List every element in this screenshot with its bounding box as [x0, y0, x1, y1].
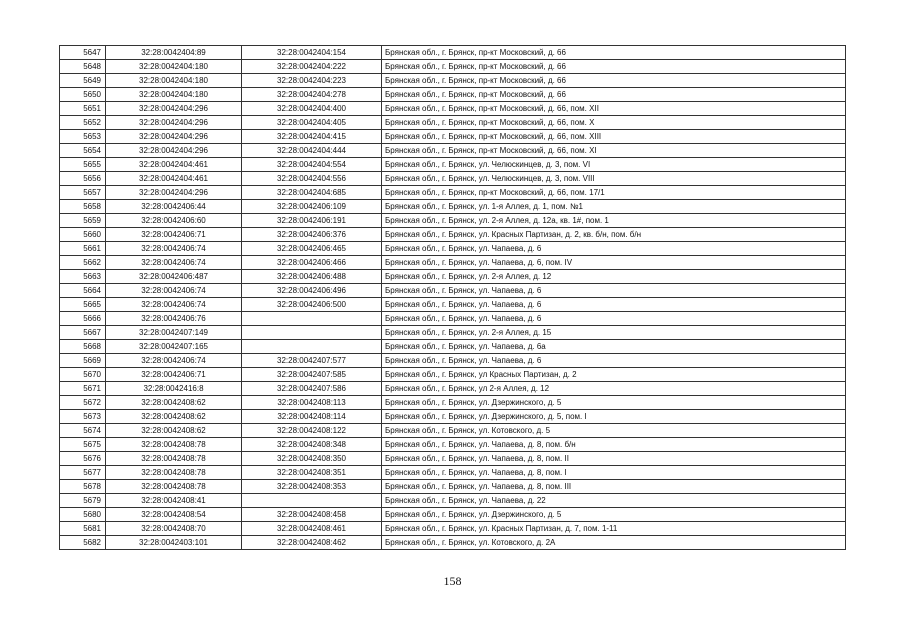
cadastral-number-cell: 32:28:0042404:180: [106, 88, 242, 102]
row-number-cell: 5648: [60, 60, 106, 74]
linked-cadastral-number-cell: 32:28:0042407:585: [242, 368, 382, 382]
cadastral-number-cell: 32:28:0042406:74: [106, 298, 242, 312]
table-row: [60, 354, 846, 368]
table-row: [60, 46, 846, 60]
row-number-cell: 5660: [60, 228, 106, 242]
linked-cadastral-number-cell: 32:28:0042404:685: [242, 186, 382, 200]
linked-cadastral-number-cell: 32:28:0042408:348: [242, 438, 382, 452]
cadastral-number-cell: 32:28:0042404:89: [106, 46, 242, 60]
cadastral-number-cell: 32:28:0042408:54: [106, 508, 242, 522]
address-cell: Брянская обл., г. Брянск, ул. Челюскинцев, д. 3, пом. VIII: [382, 172, 846, 186]
address-cell: Брянская обл., г. Брянск, ул. Чапаева, д. 6: [382, 354, 846, 368]
address-cell: Брянская обл., г. Брянск, ул. Дзержинского, д. 5: [382, 508, 846, 522]
cadastral-number-cell: 32:28:0042404:180: [106, 74, 242, 88]
row-number-cell: 5681: [60, 522, 106, 536]
linked-cadastral-number-cell: [242, 326, 382, 340]
row-number-cell: 5667: [60, 326, 106, 340]
table-row: [60, 102, 846, 116]
row-number-cell: 5669: [60, 354, 106, 368]
cadastral-number-cell: 32:28:0042403:101: [106, 536, 242, 550]
linked-cadastral-number-cell: 32:28:0042406:376: [242, 228, 382, 242]
cadastral-number-cell: 32:28:0042404:461: [106, 158, 242, 172]
linked-cadastral-number-cell: 32:28:0042408:350: [242, 452, 382, 466]
linked-cadastral-number-cell: 32:28:0042408:114: [242, 410, 382, 424]
table-row: [60, 214, 846, 228]
address-cell: Брянская обл., г. Брянск, ул. Чапаева, д. 8, пом. II: [382, 452, 846, 466]
row-number-cell: 5661: [60, 242, 106, 256]
row-number-cell: 5677: [60, 466, 106, 480]
linked-cadastral-number-cell: 32:28:0042408:461: [242, 522, 382, 536]
linked-cadastral-number-cell: 32:28:0042404:154: [242, 46, 382, 60]
address-cell: Брянская обл., г. Брянск, пр-кт Московский, д. 66: [382, 60, 846, 74]
table-row: [60, 284, 846, 298]
table-row: [60, 144, 846, 158]
address-cell: Брянская обл., г. Брянск, ул. Чапаева, д. 8, пом. б/н: [382, 438, 846, 452]
table-row: [60, 172, 846, 186]
address-cell: Брянская обл., г. Брянск, ул. 2-я Аллея, д. 12а, кв. 1#, пом. 1: [382, 214, 846, 228]
row-number-cell: 5679: [60, 494, 106, 508]
registry-table: [59, 45, 846, 550]
row-number-cell: 5675: [60, 438, 106, 452]
cadastral-number-cell: 32:28:0042404:296: [106, 116, 242, 130]
linked-cadastral-number-cell: [242, 494, 382, 508]
table-row: [60, 186, 846, 200]
table-row: [60, 480, 846, 494]
cadastral-number-cell: 32:28:0042408:78: [106, 452, 242, 466]
address-cell: Брянская обл., г. Брянск, ул. Чапаева, д. 6: [382, 298, 846, 312]
row-number-cell: 5671: [60, 382, 106, 396]
table-row: [60, 536, 846, 550]
address-cell: Брянская обл., г. Брянск, пр-кт Московский, д. 66, пом. X: [382, 116, 846, 130]
row-number-cell: 5663: [60, 270, 106, 284]
linked-cadastral-number-cell: 32:28:0042406:191: [242, 214, 382, 228]
table-row: [60, 522, 846, 536]
cadastral-number-cell: 32:28:0042404:296: [106, 186, 242, 200]
cadastral-number-cell: 32:28:0042406:487: [106, 270, 242, 284]
linked-cadastral-number-cell: 32:28:0042408:113: [242, 396, 382, 410]
address-cell: Брянская обл., г. Брянск, ул. Чапаева, д. 6: [382, 312, 846, 326]
linked-cadastral-number-cell: 32:28:0042404:223: [242, 74, 382, 88]
row-number-cell: 5665: [60, 298, 106, 312]
address-cell: Брянская обл., г. Брянск, пр-кт Московский, д. 66: [382, 46, 846, 60]
cadastral-number-cell: 32:28:0042408:62: [106, 396, 242, 410]
row-number-cell: 5657: [60, 186, 106, 200]
cadastral-number-cell: 32:28:0042408:70: [106, 522, 242, 536]
table-row: [60, 74, 846, 88]
cadastral-number-cell: 32:28:0042408:62: [106, 424, 242, 438]
row-number-cell: 5654: [60, 144, 106, 158]
address-cell: Брянская обл., г. Брянск, ул. Дзержинского, д. 5, пом. I: [382, 410, 846, 424]
linked-cadastral-number-cell: 32:28:0042404:556: [242, 172, 382, 186]
cadastral-number-cell: 32:28:0042407:165: [106, 340, 242, 354]
cadastral-number-cell: 32:28:0042406:74: [106, 242, 242, 256]
cadastral-number-cell: 32:28:0042404:180: [106, 60, 242, 74]
row-number-cell: 5649: [60, 74, 106, 88]
row-number-cell: 5656: [60, 172, 106, 186]
address-cell: Брянская обл., г. Брянск, ул. Чапаева, д. 22: [382, 494, 846, 508]
address-cell: Брянская обл., г. Брянск, ул. Челюскинцев, д. 3, пом. VI: [382, 158, 846, 172]
cadastral-number-cell: 32:28:0042408:78: [106, 466, 242, 480]
cadastral-number-cell: 32:28:0042404:461: [106, 172, 242, 186]
cadastral-number-cell: 32:28:0042406:60: [106, 214, 242, 228]
address-cell: Брянская обл., г. Брянск, пр-кт Московский, д. 66, пом. XII: [382, 102, 846, 116]
row-number-cell: 5658: [60, 200, 106, 214]
cadastral-number-cell: 32:28:0042406:74: [106, 284, 242, 298]
address-cell: Брянская обл., г. Брянск, ул. 2-я Аллея, д. 15: [382, 326, 846, 340]
table-row: [60, 270, 846, 284]
cadastral-number-cell: 32:28:0042404:296: [106, 130, 242, 144]
row-number-cell: 5655: [60, 158, 106, 172]
cadastral-number-cell: 32:28:0042406:76: [106, 312, 242, 326]
address-cell: Брянская обл., г. Брянск, пр-кт Московский, д. 66, пом. XIII: [382, 130, 846, 144]
address-cell: Брянская обл., г. Брянск, ул. Чапаева, д. 6: [382, 284, 846, 298]
row-number-cell: 5668: [60, 340, 106, 354]
linked-cadastral-number-cell: 32:28:0042404:554: [242, 158, 382, 172]
address-cell: Брянская обл., г. Брянск, ул. Котовского, д. 5: [382, 424, 846, 438]
linked-cadastral-number-cell: 32:28:0042408:351: [242, 466, 382, 480]
registry-table-body: [60, 46, 846, 550]
table-row: [60, 256, 846, 270]
address-cell: Брянская обл., г. Брянск, ул. Чапаева, д. 8, пом. III: [382, 480, 846, 494]
cadastral-number-cell: 32:28:0042406:44: [106, 200, 242, 214]
address-cell: Брянская обл., г. Брянск, пр-кт Московский, д. 66: [382, 74, 846, 88]
cadastral-number-cell: 32:28:0042408:78: [106, 480, 242, 494]
table-row: [60, 158, 846, 172]
table-row: [60, 424, 846, 438]
cadastral-number-cell: 32:28:0042407:149: [106, 326, 242, 340]
table-row: [60, 340, 846, 354]
row-number-cell: 5650: [60, 88, 106, 102]
page-number: 158: [443, 574, 462, 588]
row-number-cell: 5670: [60, 368, 106, 382]
row-number-cell: 5672: [60, 396, 106, 410]
linked-cadastral-number-cell: 32:28:0042406:466: [242, 256, 382, 270]
row-number-cell: 5652: [60, 116, 106, 130]
address-cell: Брянская обл., г. Брянск, ул. Дзержинского, д. 5: [382, 396, 846, 410]
table-row: [60, 200, 846, 214]
table-row: [60, 60, 846, 74]
address-cell: Брянская обл., г. Брянск, пр-кт Московский, д. 66: [382, 88, 846, 102]
address-cell: Брянская обл., г. Брянск, ул. Чапаева, д. 8, пом. I: [382, 466, 846, 480]
table-row: [60, 298, 846, 312]
table-row: [60, 452, 846, 466]
linked-cadastral-number-cell: 32:28:0042406:465: [242, 242, 382, 256]
row-number-cell: 5647: [60, 46, 106, 60]
linked-cadastral-number-cell: 32:28:0042408:122: [242, 424, 382, 438]
address-cell: Брянская обл., г. Брянск, ул. Чапаева, д. 6: [382, 242, 846, 256]
linked-cadastral-number-cell: 32:28:0042408:462: [242, 536, 382, 550]
table-row: [60, 130, 846, 144]
table-row: [60, 88, 846, 102]
row-number-cell: 5676: [60, 452, 106, 466]
row-number-cell: 5659: [60, 214, 106, 228]
row-number-cell: 5674: [60, 424, 106, 438]
linked-cadastral-number-cell: 32:28:0042406:500: [242, 298, 382, 312]
table-row: [60, 326, 846, 340]
address-cell: Брянская обл., г. Брянск, ул 2-я Аллея, д. 12: [382, 382, 846, 396]
linked-cadastral-number-cell: 32:28:0042404:405: [242, 116, 382, 130]
cadastral-number-cell: 32:28:0042406:74: [106, 256, 242, 270]
table-row: [60, 410, 846, 424]
linked-cadastral-number-cell: 32:28:0042408:458: [242, 508, 382, 522]
linked-cadastral-number-cell: 32:28:0042406:488: [242, 270, 382, 284]
linked-cadastral-number-cell: 32:28:0042408:353: [242, 480, 382, 494]
address-cell: Брянская обл., г. Брянск, ул. Котовского, д. 2А: [382, 536, 846, 550]
linked-cadastral-number-cell: 32:28:0042404:278: [242, 88, 382, 102]
table-row: [60, 494, 846, 508]
table-row: [60, 116, 846, 130]
row-number-cell: 5651: [60, 102, 106, 116]
row-number-cell: 5678: [60, 480, 106, 494]
address-cell: Брянская обл., г. Брянск, ул. 2-я Аллея, д. 12: [382, 270, 846, 284]
cadastral-number-cell: 32:28:0042416:8: [106, 382, 242, 396]
linked-cadastral-number-cell: 32:28:0042404:444: [242, 144, 382, 158]
row-number-cell: 5664: [60, 284, 106, 298]
cadastral-number-cell: 32:28:0042408:62: [106, 410, 242, 424]
cadastral-number-cell: 32:28:0042406:71: [106, 368, 242, 382]
address-cell: Брянская обл., г. Брянск, ул. 1-я Аллея, д. 1, пом. №1: [382, 200, 846, 214]
address-cell: Брянская обл., г. Брянск, ул. Красных Партизан, д. 2, кв. б/н, пом. б/н: [382, 228, 846, 242]
linked-cadastral-number-cell: 32:28:0042404:222: [242, 60, 382, 74]
linked-cadastral-number-cell: 32:28:0042406:109: [242, 200, 382, 214]
table-row: [60, 242, 846, 256]
row-number-cell: 5673: [60, 410, 106, 424]
address-cell: Брянская обл., г. Брянск, ул. Чапаева, д. 6а: [382, 340, 846, 354]
linked-cadastral-number-cell: 32:28:0042407:586: [242, 382, 382, 396]
cadastral-number-cell: 32:28:0042408:78: [106, 438, 242, 452]
linked-cadastral-number-cell: 32:28:0042404:400: [242, 102, 382, 116]
table-row: [60, 368, 846, 382]
table-row: [60, 312, 846, 326]
cadastral-number-cell: 32:28:0042404:296: [106, 144, 242, 158]
address-cell: Брянская обл., г. Брянск, пр-кт Московский, д. 66, пом. XI: [382, 144, 846, 158]
table-row: [60, 228, 846, 242]
row-number-cell: 5666: [60, 312, 106, 326]
address-cell: Брянская обл., г. Брянск, пр-кт Московский, д. 66, пом. 17/1: [382, 186, 846, 200]
cadastral-number-cell: 32:28:0042406:74: [106, 354, 242, 368]
table-row: [60, 396, 846, 410]
row-number-cell: 5662: [60, 256, 106, 270]
linked-cadastral-number-cell: [242, 340, 382, 354]
address-cell: Брянская обл., г. Брянск, ул Красных Партизан, д. 2: [382, 368, 846, 382]
row-number-cell: 5682: [60, 536, 106, 550]
cadastral-number-cell: 32:28:0042406:71: [106, 228, 242, 242]
cadastral-number-cell: 32:28:0042404:296: [106, 102, 242, 116]
table-row: [60, 508, 846, 522]
row-number-cell: 5653: [60, 130, 106, 144]
address-cell: Брянская обл., г. Брянск, ул. Чапаева, д. 6, пом. IV: [382, 256, 846, 270]
table-row: [60, 466, 846, 480]
row-number-cell: 5680: [60, 508, 106, 522]
linked-cadastral-number-cell: 32:28:0042407:577: [242, 354, 382, 368]
table-row: [60, 382, 846, 396]
table-row: [60, 438, 846, 452]
cadastral-number-cell: 32:28:0042408:41: [106, 494, 242, 508]
linked-cadastral-number-cell: [242, 312, 382, 326]
linked-cadastral-number-cell: 32:28:0042406:496: [242, 284, 382, 298]
address-cell: Брянская обл., г. Брянск, ул. Красных Партизан, д. 7, пом. 1-11: [382, 522, 846, 536]
linked-cadastral-number-cell: 32:28:0042404:415: [242, 130, 382, 144]
